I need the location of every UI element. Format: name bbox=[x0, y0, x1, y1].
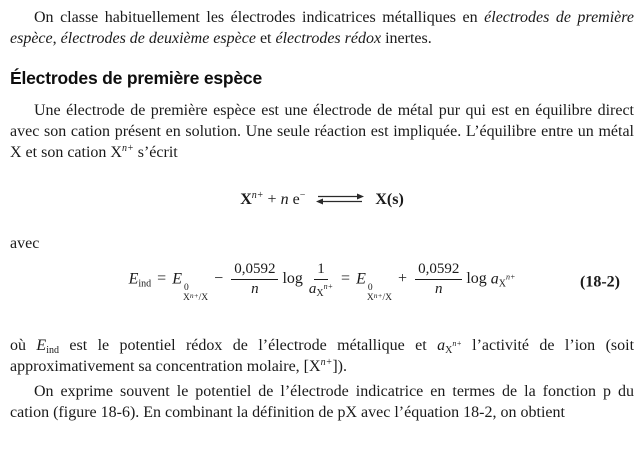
intro-italic-2: électrodes de deuxième espèce bbox=[60, 30, 256, 47]
eq-E0-sub2-x: X bbox=[366, 293, 374, 304]
eq-E-subscript: ind bbox=[138, 278, 152, 290]
eq-equals-1: = bbox=[157, 270, 167, 288]
eq-E0-stack-2 bbox=[367, 284, 392, 303]
eq-activity-sup: n+ bbox=[506, 272, 516, 282]
eq-fraction-2 bbox=[309, 261, 333, 299]
potential-E-sub: ind bbox=[46, 345, 59, 356]
reaction-electron: e bbox=[288, 191, 300, 208]
potential-text-3: l’activité de l’ion (soit approximativement sa concentration molaire, [X bbox=[10, 337, 635, 375]
eq-frac3-denominator: n bbox=[434, 281, 443, 298]
intro-text-1: On classe habituellement les électrodes indicatrices métalliques en bbox=[34, 9, 485, 26]
potential-text-1: où bbox=[10, 337, 37, 354]
eq-minus: − bbox=[214, 270, 224, 288]
eq-E0-symbol-1: E bbox=[172, 270, 182, 288]
eq-E0-sub-n: n+ bbox=[189, 291, 199, 301]
potential-text-2: est le potentiel rédox de l’électrode métallique et bbox=[58, 337, 438, 354]
eq-frac2-a-sup: n+ bbox=[323, 282, 334, 292]
eq-log-1: log bbox=[282, 270, 303, 288]
potential-E: E bbox=[36, 337, 47, 354]
equation-number: (18-2) bbox=[580, 273, 620, 291]
potential-conc-sup: n+ bbox=[320, 357, 333, 368]
nernst-equation-block bbox=[10, 262, 634, 302]
potential-a: a bbox=[437, 337, 446, 354]
reaction-equation bbox=[10, 189, 634, 210]
reaction-product: X(s) bbox=[375, 191, 404, 208]
eq-frac1-denominator: n bbox=[251, 281, 259, 298]
eq-E0-sub2-n: n+ bbox=[373, 291, 383, 301]
eq-frac2-denominator bbox=[309, 280, 333, 298]
eq-activity-a: a bbox=[490, 270, 499, 288]
eq-fraction-3 bbox=[415, 261, 462, 299]
cation-superscript: n+ bbox=[121, 143, 134, 154]
eq-fraction-1 bbox=[231, 261, 278, 299]
intro-italic-3: électrodes rédox bbox=[275, 30, 382, 47]
potential-a-sup: n+ bbox=[452, 339, 462, 348]
intro-italic-1: électrodes de première espèce bbox=[10, 9, 635, 47]
eq-activity-sub: X bbox=[498, 278, 506, 290]
potential-a-sub: X bbox=[445, 345, 453, 356]
eq-E0-sub-2 bbox=[367, 293, 392, 303]
eq-frac2-numerator: 1 bbox=[314, 261, 328, 280]
intro-paragraph bbox=[10, 7, 634, 49]
eq-frac2-a-sub: X bbox=[316, 288, 324, 300]
eq-E0-stack-1 bbox=[183, 284, 208, 303]
reaction-plus: + bbox=[263, 191, 281, 208]
eq-frac1-numerator: 0,0592 bbox=[231, 261, 278, 280]
first-kind-paragraph bbox=[10, 100, 634, 163]
eq-E-symbol: E bbox=[128, 270, 139, 288]
eq-equals-2: = bbox=[341, 270, 351, 288]
reaction-electron-count: n bbox=[280, 191, 289, 208]
intro-text-3: et bbox=[255, 30, 276, 47]
eq-plus: + bbox=[398, 270, 408, 288]
reaction-species: X bbox=[240, 191, 252, 208]
avec-label: avec bbox=[10, 235, 40, 252]
eq-E0-sub-1 bbox=[183, 293, 208, 303]
eq-E0-sub2-x2: /X bbox=[382, 293, 393, 304]
first-kind-text-2: s’écrit bbox=[133, 144, 178, 161]
eq-E0-symbol-2: E bbox=[356, 270, 366, 288]
eq-E0-sup-2: 0 bbox=[367, 283, 373, 294]
nernst-equation bbox=[129, 261, 516, 303]
eq-log-2: log bbox=[466, 270, 487, 288]
eq-frac3-numerator: 0,0592 bbox=[415, 261, 462, 280]
reaction-electron-charge: − bbox=[299, 190, 306, 201]
section-heading: Électrodes de première espèce bbox=[10, 68, 262, 88]
equilibrium-arrows-icon bbox=[315, 193, 365, 205]
potential-paragraph bbox=[10, 335, 634, 377]
eq-frac2-a: a bbox=[308, 281, 317, 298]
pfunction-text: On exprime souvent le potentiel de l’électrode indicatrice en termes de la fonction p du cation (figure 18-6). En combinant la définition de pX avec l’équation 18-2, on obtient bbox=[10, 383, 634, 421]
reaction-species-charge: n+ bbox=[251, 190, 264, 201]
eq-E0-sub-x2: /X bbox=[198, 293, 209, 304]
eq-E0-sub-x: X bbox=[182, 293, 190, 304]
potential-text-4: ]). bbox=[332, 358, 347, 375]
intro-text-2: , bbox=[52, 30, 61, 47]
first-kind-text-1: Une électrode de première espèce est une électrode de métal pur qui est en équilibre direct avec son cation présent en solution. Une seule réaction est impliquée. L’équilibre entre un métal X et son cation X bbox=[10, 102, 634, 161]
intro-text-4: inertes. bbox=[381, 30, 432, 47]
pfunction-paragraph bbox=[10, 381, 634, 423]
eq-E0-sup-1: 0 bbox=[183, 283, 189, 294]
